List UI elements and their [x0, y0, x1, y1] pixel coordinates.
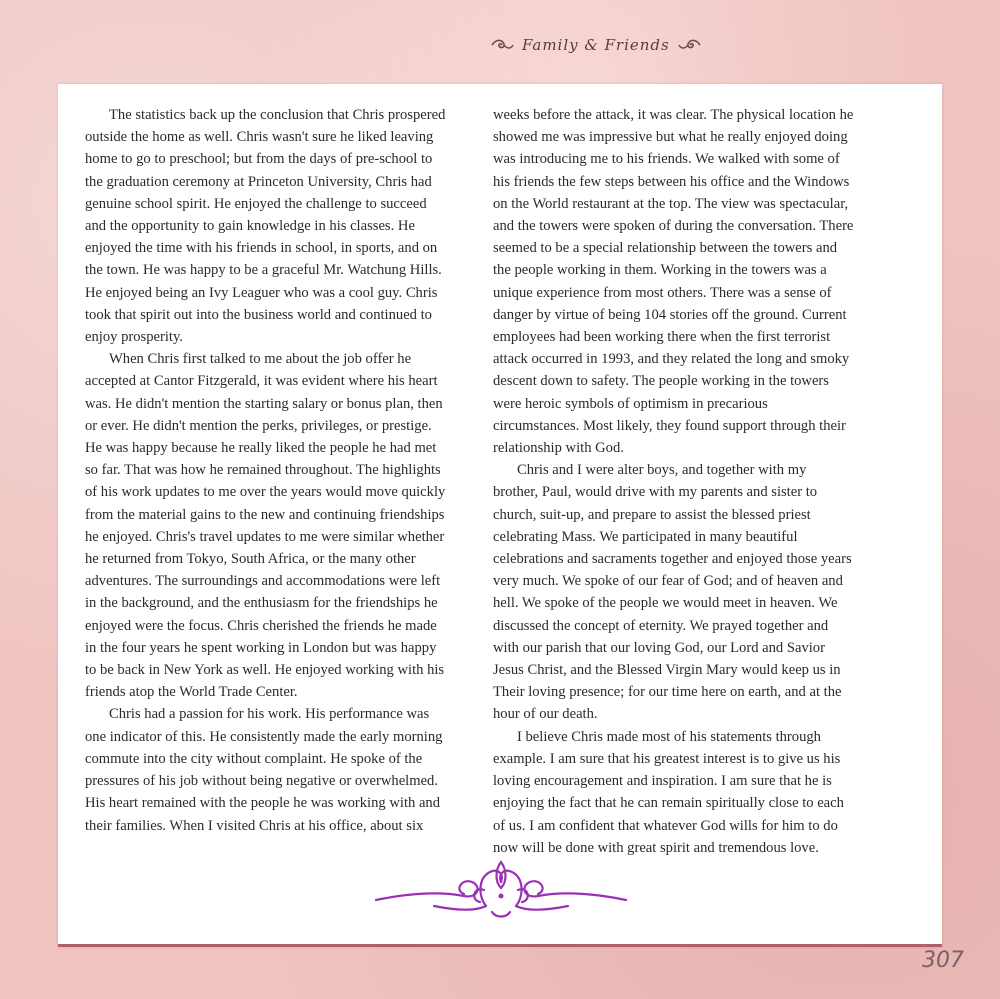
left-column	[85, 104, 447, 837]
header-title: Family & Friends	[522, 36, 670, 54]
right-column	[493, 104, 855, 859]
paragraph: When Chris first talked to me about the job offer he accepted at Cantor Fitzgerald, it was evident where his heart was. He didn't mention the starting salary or bonus plan, then or ever. He didn't mention the perks, privileges, or prestige. He was happy because he really liked the people he had met so far. That was how he remained throughout. The highlights of his work updates to me over the years would move quickly from the material gains to the new and continuing friendships he enjoyed. Chris's travel updates to me were similar whether he returned from Tokyo, South Africa, or the many other adventures. The surroundings and accommodations were left in the background, and the enthusiasm for the friendships he enjoyed were the focus. Chris cherished the friends he made in the four years he spent working in London but was happy to be back in New York as well. He enjoyed working with his friends atop the World Trade Center.	[85, 351, 446, 701]
paragraph: The statistics back up the conclusion that Chris prospered outside the home as well. Chris wasn't sure he liked leaving home to go to preschool; but from the days of pre-school to the graduation ceremony at Princeton University, Chris had genuine school spirit. He enjoyed the challenge to succeed and the opportunity to gain knowledge in his classes. He enjoyed the time with his friends in school, in sports, and on the town. He was happy to be a graceful Mr. Watchung Hills. He enjoyed being an Ivy Leaguer who was a cool guy. Chris took that spirit out into the business world and continued to enjoy prosperity.	[85, 107, 446, 346]
running-header	[490, 30, 710, 60]
page-panel	[58, 84, 942, 947]
paragraph: Chris had a passion for his work. His performance was one indicator of this. He consistently made the early morning commute into the city without complaint. He spoke of the pressures of his job without being negative or overwhelmed. His heart remained with the people he was working with and their families. When I visited Chris at his office, about six	[85, 706, 443, 834]
flourish-ornament-icon	[374, 856, 628, 926]
paragraph: I believe Chris made most of his statements through example. I am sure that his greatest interest is to give us his loving encouragement and inspiration. I am sure that he is enjoying the fact that he can remain spiritually close to each of us. I am confident that whatever God wills for him to do now will be done with great spirit and tremendous love.	[493, 728, 844, 856]
page-number: 307	[922, 948, 964, 973]
swirl-right-icon	[678, 38, 702, 52]
swirl-left-icon	[490, 38, 514, 52]
paragraph-continuation: weeks before the attack, it was clear. The physical location he showed me was impressive but what he really enjoyed doing was introducing me to his friends. We walked with some of his friends the few steps between his office and the Windows on the World restaurant at the top. The view was spectacular, and the towers were spoken of during the conversation. There seemed to be a special relationship between the towers and the people working in them. Working in the towers was a unique experience from most others. There was a sense of danger by virtue of being 104 stories off the ground. Current employees had been working there when the first terrorist attack occurred in 1993, and they related the long and smoky descent down to safety. The people working in the towers were heroic symbols of optimism in precarious circumstances. Most likely, they found support through their relationship with God.	[493, 107, 854, 457]
paragraph: Chris and I were alter boys, and together with my brother, Paul, would drive with my parents and sister to church, suit-up, and prepare to assist the blessed priest celebrating Mass. We participated in many beautiful celebrations and sacraments together and enjoyed those years very much. We spoke of our fear of God; and of heaven and hell. We spoke of the people we would meet in heaven. We discussed the concept of eternity. We prayed together and with our parish that our loving God, our Lord and Savior Jesus Christ, and the Blessed Virgin Mary would keep us in Their loving presence; for our time here on earth, and at the hour of our death.	[493, 462, 852, 723]
